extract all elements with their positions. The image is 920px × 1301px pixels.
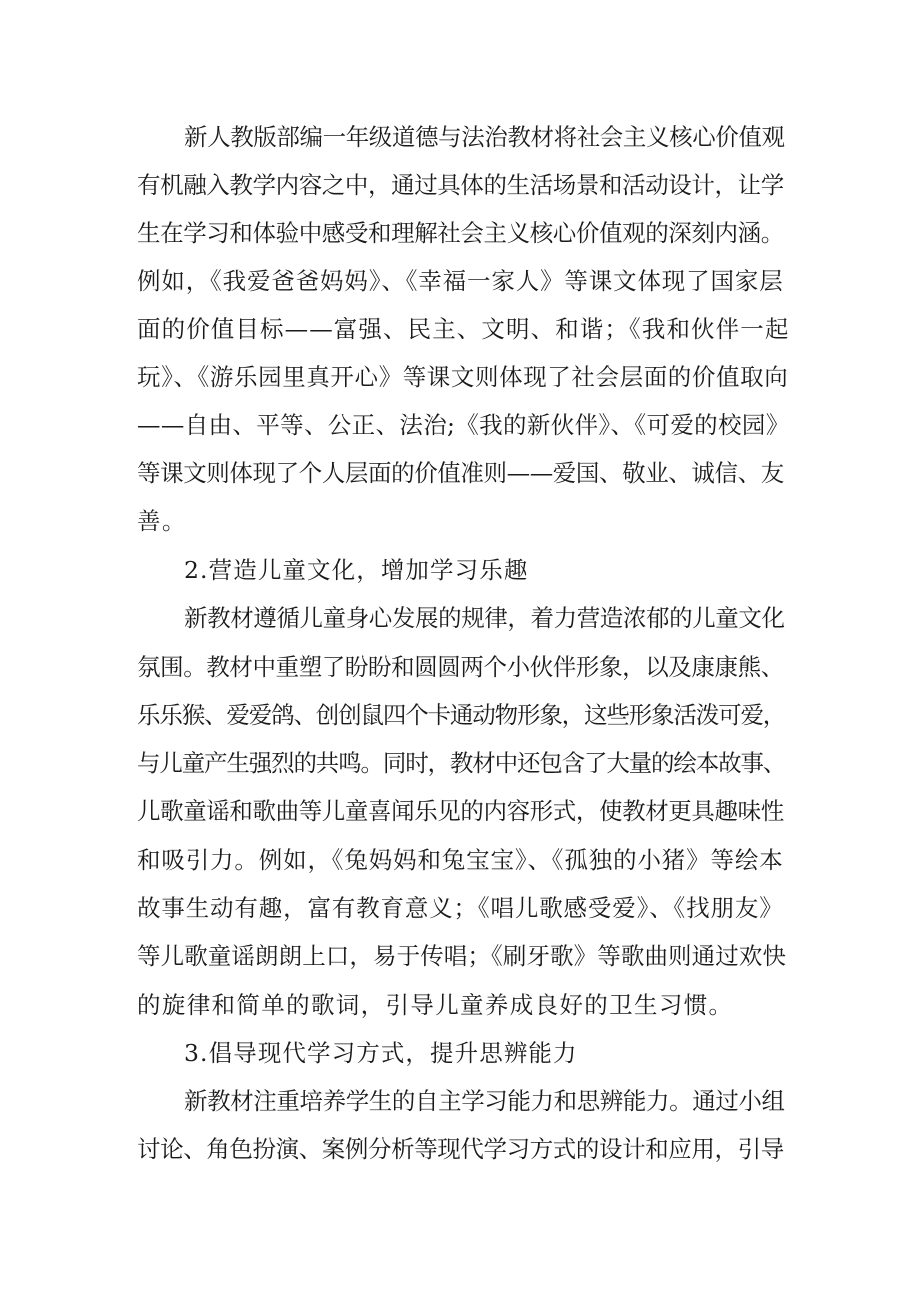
paragraph-1-line: 新人教版部编一年级道德与法治教材将社会主义核心价值观 [184, 123, 785, 151]
paragraph-1-line: 善。 [137, 507, 187, 535]
paragraph-3-line: 讨论、角色扮演、案例分析等现代学习方式的设计和应用，引导 [137, 1135, 784, 1163]
paragraph-1-line: 玩》、《游乐园里真开心》等课文则体现了社会层面的价值取向 [137, 363, 789, 391]
paragraph-2-line: 与儿童产生强烈的共鸣。同时，教材中还包含了大量的绘本故事、 [137, 749, 786, 777]
paragraph-1-line: 等课文则体现了个人层面的价值准则——爱国、敬业、诚信、友 [137, 459, 784, 487]
paragraph-2-line: 乐乐猴、爱爱鸽、创创鼠四个卡通动物形象，这些形象活泼可爱， [137, 701, 786, 729]
section-heading-2: 2.营造儿童文化，增加学习乐趣 [184, 556, 529, 584]
paragraph-1-line: 生在学习和体验中感受和理解社会主义核心价值观的深刻内涵。 [137, 219, 784, 247]
paragraph-2-line: 新教材遵循儿童身心发展的规律，着力营造浓郁的儿童文化 [184, 604, 785, 632]
paragraph-1-line: ——自由、平等、公正、法治;《我的新伙伴》、《可爱的校园》 [137, 411, 790, 439]
paragraph-2-line: 和吸引力。例如，《兔妈妈和兔宝宝》、《孤独的小猪》等绘本 [137, 846, 784, 874]
paragraph-1-line: 例如，《我爱爸爸妈妈》、《幸福一家人》等课文体现了国家层 [137, 267, 784, 295]
paragraph-1-line: 有机融入教学内容之中，通过具体的生活场景和活动设计，让学 [137, 171, 784, 199]
paragraph-1-line: 面的价值目标——富强、民主、文明、和谐；《我和伙伴一起 [137, 315, 790, 343]
paragraph-2-line: 等儿歌童谣朗朗上口，易于传唱；《刷牙歌》等歌曲则通过欢快 [137, 942, 787, 970]
paragraph-2-line: 故事生动有趣，富有教育意义；《唱儿歌感受爱》、《找朋友》 [137, 894, 784, 922]
paragraph-2-line: 氛围。教材中重塑了盼盼和圆圆两个小伙伴形象，以及康康熊、 [137, 653, 784, 681]
paragraph-2-line: 儿歌童谣和歌曲等儿童喜闻乐见的内容形式，使教材更具趣味性 [137, 797, 784, 825]
paragraph-3-line: 新教材注重培养学生的自主学习能力和思辨能力。通过小组 [184, 1087, 785, 1115]
section-heading-3: 3.倡导现代学习方式，提升思辨能力 [184, 1039, 578, 1067]
paragraph-2-line: 的旋律和简单的歌词，引导儿童养成良好的卫生习惯。 [137, 991, 734, 1019]
